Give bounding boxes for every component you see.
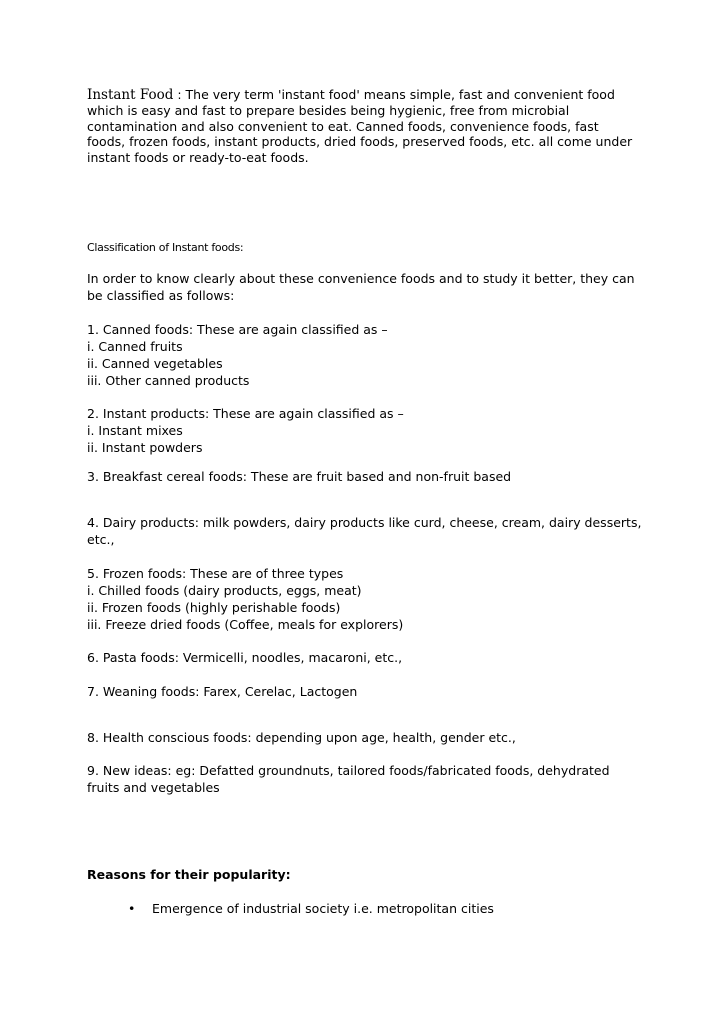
list-group-health: [87, 729, 647, 746]
list-item: i. Instant mixes: [87, 423, 183, 438]
list-group-new-ideas: [87, 762, 647, 796]
text-line: In order to know clearly about these convenience foods and to study it better, they can: [87, 271, 635, 286]
list-item: 1. Canned foods: These are again classified as –: [87, 322, 388, 337]
classification-intro: [87, 270, 647, 304]
list-item: 4. Dairy products: milk powders, dairy products like curd, cheese, cream, dairy desserts,: [87, 515, 642, 530]
bullet-text: Emergence of industrial society i.e. metropolitan cities: [152, 901, 494, 916]
list-item: ii. Frozen foods (highly perishable foods): [87, 600, 341, 615]
list-item: etc.,: [87, 532, 115, 547]
list-item: 3. Breakfast cereal foods: These are fruit based and non-fruit based: [87, 469, 512, 484]
list-group-canned: [87, 321, 647, 389]
list-item: ii. Instant powders: [87, 440, 203, 455]
list-item: i. Canned fruits: [87, 339, 183, 354]
list-group-dairy: [87, 514, 647, 548]
intro-paragraph: [87, 87, 639, 165]
list-item: 2. Instant products: These are again classified as –: [87, 406, 404, 421]
list-item: 9. New ideas: eg: Defatted groundnuts, tailored foods/fabricated foods, dehydrated: [87, 763, 610, 778]
text-line: be classified as follows:: [87, 288, 235, 303]
list-item: 8. Health conscious foods: depending upon age, health, gender etc.,: [87, 730, 516, 745]
bullet-list: [128, 900, 494, 917]
intro-text: : The very term 'instant food' means simple, fast and convenient food which is easy and fast to prepare besides being hygienic, free from microbial contamination and also convenient to eat. Canned foods, convenience foods, fast foods, frozen foods, instant products, dried foods, preserved foods, etc. all come under instant foods or ready-to-eat foods.: [87, 87, 633, 165]
list-item: iii. Freeze dried foods (Coffee, meals for explorers): [87, 617, 404, 632]
list-group-instant: [87, 405, 647, 456]
list-group-pasta: [87, 649, 647, 666]
list-item: iii. Other canned products: [87, 373, 250, 388]
classification-heading: Classification of Instant foods:: [87, 241, 244, 254]
bullet-dot-icon: •: [128, 901, 136, 916]
reasons-heading: Reasons for their popularity:: [87, 867, 291, 882]
intro-term: Instant Food: [87, 87, 174, 103]
list-item: i. Chilled foods (dairy products, eggs, meat): [87, 583, 362, 598]
list-item: 7. Weaning foods: Farex, Cerelac, Lactogen: [87, 684, 358, 699]
list-group-weaning: [87, 683, 647, 700]
list-item: 6. Pasta foods: Vermicelli, noodles, macaroni, etc.,: [87, 650, 403, 665]
bullet-item: [128, 900, 494, 917]
list-group-frozen: [87, 565, 647, 633]
list-group-cereal: [87, 468, 647, 485]
list-item: ii. Canned vegetables: [87, 356, 223, 371]
list-item: fruits and vegetables: [87, 780, 220, 795]
list-item: 5. Frozen foods: These are of three types: [87, 566, 344, 581]
